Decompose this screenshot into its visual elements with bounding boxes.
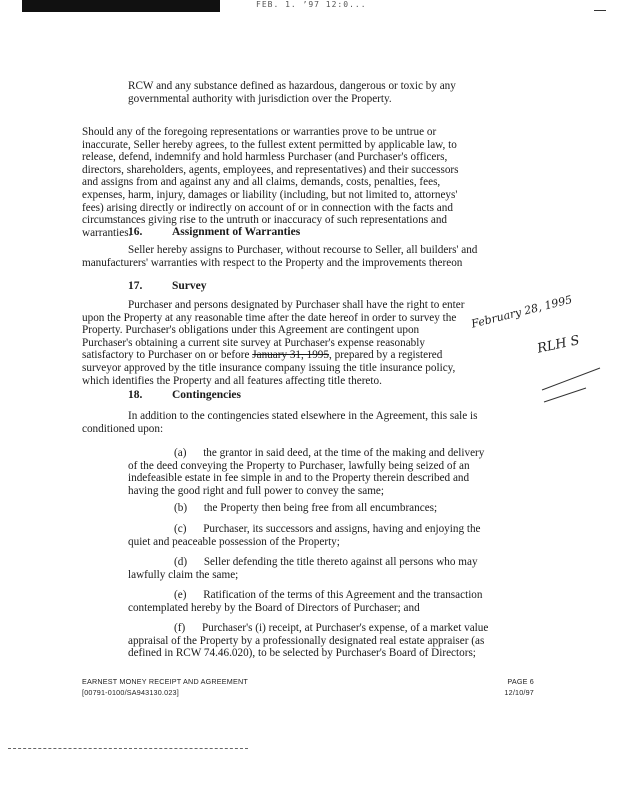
section-16-heading bbox=[128, 226, 300, 238]
text-line: release, defend, indemnify and hold harmless Purchaser (and Purchaser's officers, bbox=[82, 151, 448, 164]
section-title: Survey bbox=[172, 280, 207, 292]
text-line bbox=[82, 349, 537, 362]
fax-header-stamp: FEB. 1. ’97 12:0... bbox=[256, 0, 367, 9]
text-line: contemplated hereby by the Board of Directors of Purchaser; and bbox=[128, 601, 420, 614]
text-line: (b) the Property then being free from all encumbrances; bbox=[174, 502, 438, 514]
text-line: governmental authority with jurisdiction over the Property. bbox=[128, 92, 392, 105]
text-line: lawfully claim the same; bbox=[128, 568, 239, 581]
scan-mark bbox=[594, 10, 606, 11]
text-line: which identifies the Property and all features affecting title thereto. bbox=[82, 374, 382, 387]
section-17-body bbox=[82, 299, 537, 387]
handwritten-date: February 28, 1995 bbox=[470, 292, 574, 331]
text-line: (e) Ratification of the terms of this Agreement and the transaction bbox=[174, 589, 483, 601]
contingency-e bbox=[128, 589, 538, 614]
scan-artifact-line bbox=[8, 748, 248, 749]
text-line: Property. Purchaser's obligations under this Agreement are contingent upon bbox=[82, 324, 420, 337]
text-line: Purchaser's obtaining a current site survey at Purchaser's expense reasonably bbox=[82, 336, 425, 349]
text-line: quiet and peaceable possession of the Property; bbox=[128, 535, 340, 548]
text-fragment: satisfactory to Purchaser on or before bbox=[82, 349, 253, 362]
text-line: directors, shareholders, agents, employees, and representatives) and their successors bbox=[82, 163, 459, 176]
section-17-heading bbox=[128, 280, 207, 292]
contingency-f bbox=[128, 622, 538, 660]
text-line: (c) Purchaser, its successors and assigns, having and enjoying the bbox=[174, 523, 481, 535]
section-title: Assignment of Warranties bbox=[172, 226, 301, 238]
section-number: 17. bbox=[128, 280, 143, 292]
footer-document-title: EARNEST MONEY RECEIPT AND AGREEMENT bbox=[82, 677, 248, 686]
section-number: 16. bbox=[128, 226, 143, 238]
text-line: upon the Property at any reasonable time after the date hereof in order to survey the bbox=[82, 311, 457, 324]
text-line: inaccurate, Seller hereby agrees, to the fullest extent permitted by applicable law, to bbox=[82, 138, 457, 151]
handwritten-initials: RLH S bbox=[536, 333, 581, 357]
text-line: (d) Seller defending the title thereto against all persons who may bbox=[174, 556, 478, 568]
scan-redaction-bar bbox=[22, 0, 220, 12]
contingency-d bbox=[128, 556, 538, 581]
contingencies-intro bbox=[82, 410, 537, 435]
text-line: conditioned upon: bbox=[82, 422, 164, 435]
text-line: (f) Purchaser's (i) receipt, at Purchaser's expense, of a market value bbox=[174, 622, 489, 634]
text-line: (a) the grantor in said deed, at the time of the making and delivery bbox=[174, 447, 485, 459]
footer-document-id: [00791-0100/SA943130.023] bbox=[82, 688, 179, 697]
indemnity-paragraph bbox=[82, 126, 537, 239]
section-15-tail bbox=[128, 80, 498, 105]
text-line: Should any of the foregoing representations or warranties prove to be untrue or bbox=[82, 126, 437, 138]
footer-date: 12/10/97 bbox=[504, 688, 534, 697]
text-line: indefeasible estate in fee simple in and to the Property therein described and bbox=[128, 472, 470, 485]
text-line: fees) arising directly or indirectly on account of or in connection with the facts and bbox=[82, 201, 453, 214]
text-line: In addition to the contingencies stated elsewhere in the Agreement, this sale is bbox=[128, 410, 478, 422]
text-line: appraisal of the Property by a professionally designated real estate appraiser (as bbox=[128, 634, 485, 647]
section-18-heading bbox=[128, 389, 241, 401]
text-line: manufacturers' warranties with respect to the Property and the improvements thereon bbox=[82, 256, 463, 269]
contingency-c bbox=[128, 523, 538, 548]
text-line: warranties. bbox=[82, 226, 132, 239]
text-line: circumstances giving rise to the untruth or inaccuracy of such representations and bbox=[82, 214, 448, 227]
text-line: RCW and any substance defined as hazardous, dangerous or toxic by any bbox=[128, 80, 456, 92]
text-line: defined in RCW 74.46.020), to be selected by Purchaser's Board of Directors; bbox=[128, 647, 476, 660]
text-line: and assigns from and against any and all claims, demands, costs, penalties, fees, bbox=[82, 176, 441, 189]
section-title: Contingencies bbox=[172, 389, 241, 401]
contingency-b bbox=[174, 502, 538, 515]
footer-page-number: PAGE 6 bbox=[507, 677, 534, 686]
handwritten-strokes bbox=[540, 360, 610, 405]
section-number: 18. bbox=[128, 389, 143, 401]
text-line: Purchaser and persons designated by Purchaser shall have the right to enter bbox=[128, 299, 465, 311]
text-line: of the deed conveying the Property to Purchaser, lawfully being seized of an bbox=[128, 459, 470, 472]
text-line: having the good right and full power to convey the same; bbox=[128, 484, 385, 497]
text-line: Seller hereby assigns to Purchaser, without recourse to Seller, all builders' and bbox=[128, 244, 478, 256]
text-fragment: , prepared by a registered bbox=[329, 349, 443, 362]
text-line: surveyor approved by the title insurance company issuing the title insurance policy, bbox=[82, 361, 456, 374]
text-line: expenses, harm, injury, damages or liability (including, but not limited to, attorneys' bbox=[82, 188, 458, 201]
struck-date: January 31, 1995 bbox=[252, 349, 329, 362]
section-16-body bbox=[82, 244, 537, 269]
contingency-a bbox=[128, 447, 538, 497]
